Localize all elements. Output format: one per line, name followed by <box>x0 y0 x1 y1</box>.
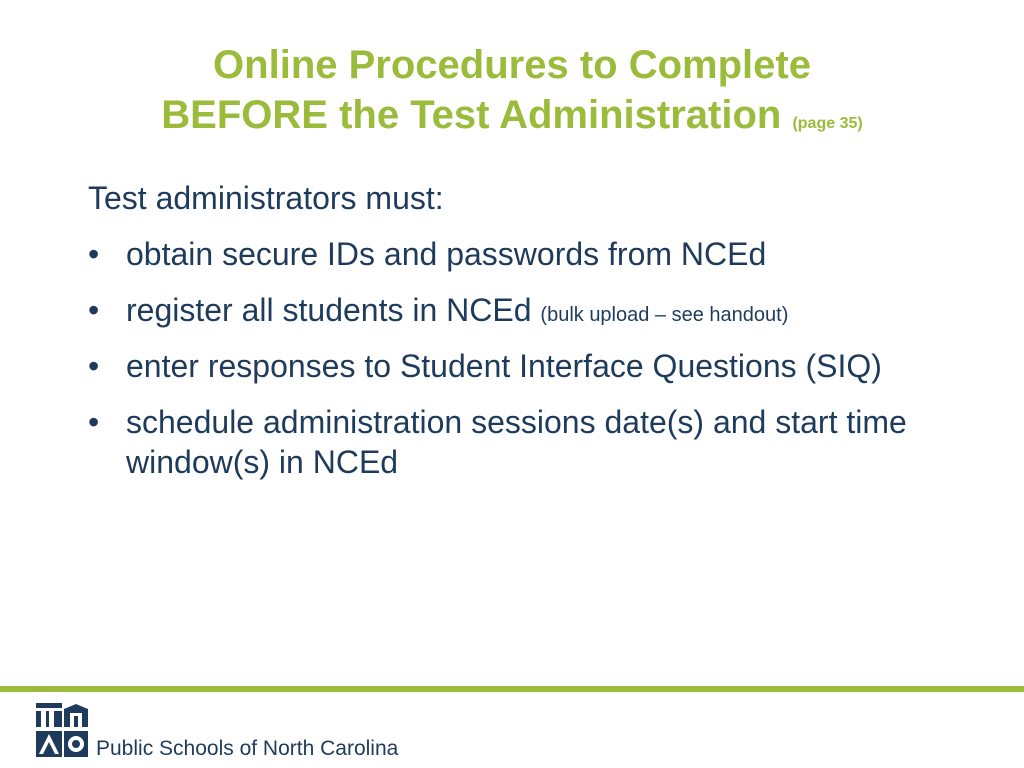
bullet-text: register all students in NCEd <box>126 292 532 328</box>
slide-body <box>88 178 948 498</box>
bullet-marker: • <box>88 404 100 440</box>
nc-dpi-logo-icon <box>34 703 88 759</box>
bullet-marker: • <box>88 292 100 328</box>
page-reference: (page 35) <box>792 115 863 132</box>
bullet-item <box>88 346 948 386</box>
bullet-item <box>88 234 948 274</box>
bullet-item <box>88 402 948 482</box>
bullet-note: (bulk upload – see handout) <box>540 304 789 326</box>
footer-divider <box>0 686 1024 692</box>
bullet-text: obtain secure IDs and passwords from NCEd <box>126 236 767 272</box>
bullet-list <box>88 234 948 482</box>
bullet-marker: • <box>88 348 100 384</box>
footer-org-name: Public Schools of North Carolina <box>96 737 399 760</box>
bullet-text: enter responses to Student Interface Questions (SIQ) <box>126 348 882 384</box>
title-line-2-text: BEFORE the Test Administration <box>161 93 782 137</box>
bullet-item <box>88 290 948 330</box>
title-line-2 <box>60 90 964 149</box>
bullet-text: schedule administration sessions date(s) and start time window(s) in NCEd <box>126 404 907 480</box>
bullet-marker: • <box>88 236 100 272</box>
slide-title <box>60 40 964 149</box>
intro-text: Test administrators must: <box>88 180 444 216</box>
title-line-1: Online Procedures to Complete <box>213 43 811 87</box>
